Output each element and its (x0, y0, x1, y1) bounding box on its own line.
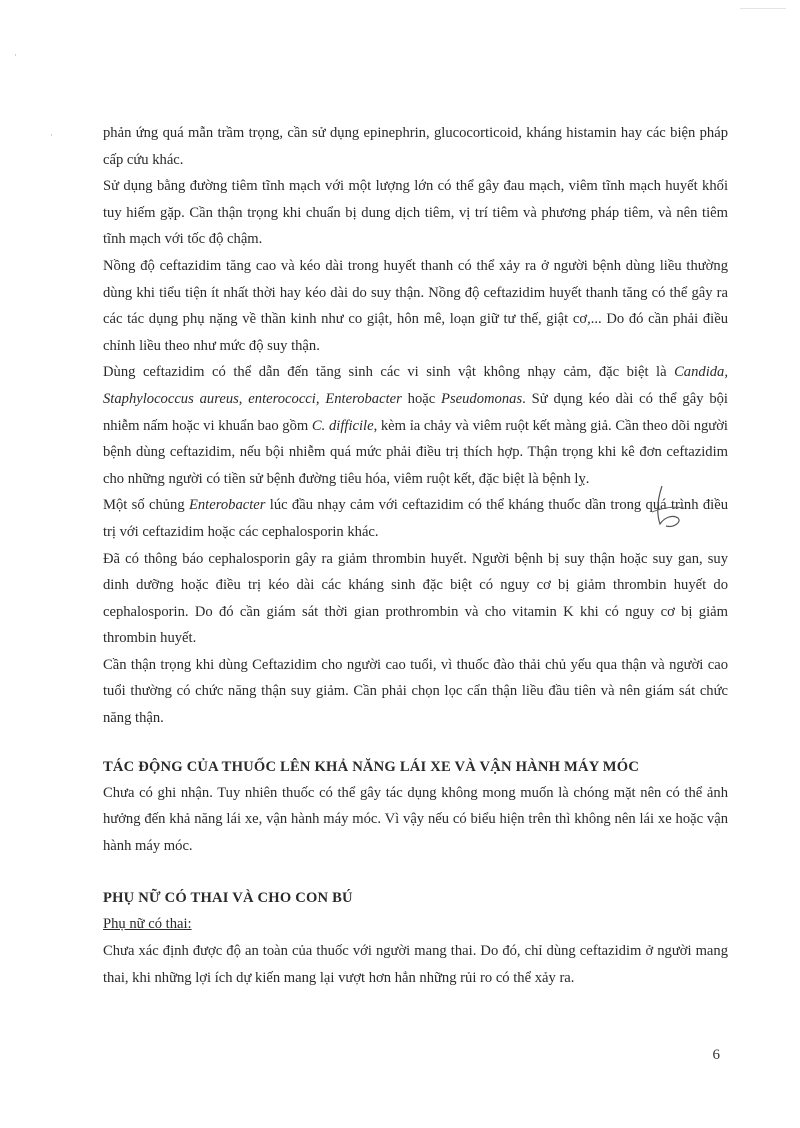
organism-name: Enterobacter (188, 497, 266, 514)
text-run: Một số chủng (103, 497, 189, 514)
paragraph-iv-administration: Sử dụng bằng đường tiêm tĩnh mạch với một lượng lớn có thể gây đau mạch, viêm tĩnh mạch huyết khối tuy hiếm gặp. Cần thận trọng khi chuẩn bị dung dịch tiêm, vị trí tiêm và phương pháp tiêm, và nên tiêm tĩnh mạch với tốc độ chậm. (103, 178, 728, 248)
paragraph-pregnancy: Chưa xác định được độ an toàn của thuốc với người mang thai. Do đó, chỉ dùng ceftazidim ở người mang thai, khi những lợi ích dự kiến mang lại vượt hơn hẳn những rủi ro có thể xảy ra. (103, 943, 728, 986)
margin-mark: · (50, 130, 53, 140)
page-number: 6 (712, 1047, 720, 1063)
paragraph-elderly: Cần thận trọng khi dùng Ceftazidim cho người cao tuổi, vì thuốc đào thải chủ yếu qua thận và người cao tuổi thường có chức năng thận suy giảm. Cần phải chọn lọc cẩn thận liều đầu tiên và nên giám sát chức năng thận. (103, 656, 728, 727)
scan-edge-mark (740, 8, 786, 17)
paragraph-hypersensitivity: phản ứng quá mẫn trầm trọng, cần sử dụng epinephrin, glucocorticoid, kháng histamin hay các biện pháp cấp cứu khác. (103, 125, 728, 168)
organism-names: Candida, Staphylococcus aureus, enterococci, Enterobacter (103, 364, 728, 407)
organism-name: Pseudomonas (441, 390, 523, 407)
subheading-pregnant-women: Phụ nữ có thai: (103, 916, 192, 933)
text-run: Dùng ceftazidim có thể dẫn đến tăng sinh các vi sinh vật không nhạy cảm, đặc biệt là (103, 364, 675, 381)
paragraph-superinfection (103, 359, 728, 492)
text-run: . Sử dụng kéo dài có thể gây bội nhiễm nấm hoặc vi khuẩn bao gồm (103, 390, 728, 434)
handwritten-signature (632, 478, 692, 538)
margin-mark: · (14, 50, 17, 60)
organism-name: C. difficile (311, 417, 374, 434)
paragraph-thrombin: Đã có thông báo cephalosporin gây ra giảm thrombin huyết. Người bệnh bị suy thận hoặc suy gan, suy dinh dưỡng hoặc điều trị kéo dài các kháng sinh đặc biệt có nguy cơ bị giảm thrombin huyết do cephalosporin. Do đó cần giám sát thời gian prothrombin và cho vitamin K khi có nguy cơ bị giảm thrombin huyết. (103, 550, 728, 647)
section-heading-driving: TÁC ĐỘNG CỦA THUỐC LÊN KHẢ NĂNG LÁI XE VÀ VẬN HÀNH MÁY MÓC (103, 758, 640, 775)
paragraph-driving: Chưa có ghi nhận. Tuy nhiên thuốc có thể gây tác dụng không mong muốn là chóng mặt nên có thể ảnh hưởng đến khả năng lái xe, vận hành máy móc. Vì vậy nếu có biểu hiện trên thì không nên lái xe hoặc vận hành máy móc. (103, 784, 728, 854)
paragraph-serum-concentration: Nồng độ ceftazidim tăng cao và kéo dài trong huyết thanh có thể xảy ra ở người bệnh dùng liều thường dùng khi tiểu tiện ít nhất thời hay kéo dài do suy thận. Nồng độ ceftazidim huyết thanh tăng có thể gây ra các tác dụng phụ nặng về thần kinh như co giật, hôn mê, loạn giữ tư thế, giật cơ,... Do đó cần phải điều chỉnh liều theo như mức độ suy thận. (103, 257, 728, 354)
document-body (103, 120, 728, 991)
text-run: , kèm ỉa chảy và viêm ruột kết màng giả. Cần theo dõi người bệnh dùng ceftazidim, nếu bội nhiễm quá mức phải điều trị thích hợp. Thận trọng khi kê đơn ceftazidim cho những người có tiền sử bệnh đường tiêu hóa, viêm ruột kết, đặc biệt là bệnh lỵ. (103, 417, 728, 487)
text-run: hoặc (401, 390, 442, 407)
section-heading-pregnancy: PHỤ NỮ CÓ THAI VÀ CHO CON BÚ (103, 890, 353, 907)
text-run: lúc đầu nhạy cảm với ceftazidim có thể kháng thuốc dần trong quá trình điều trị với ceftazidim hoặc các cephalosporin khác. (103, 497, 728, 540)
